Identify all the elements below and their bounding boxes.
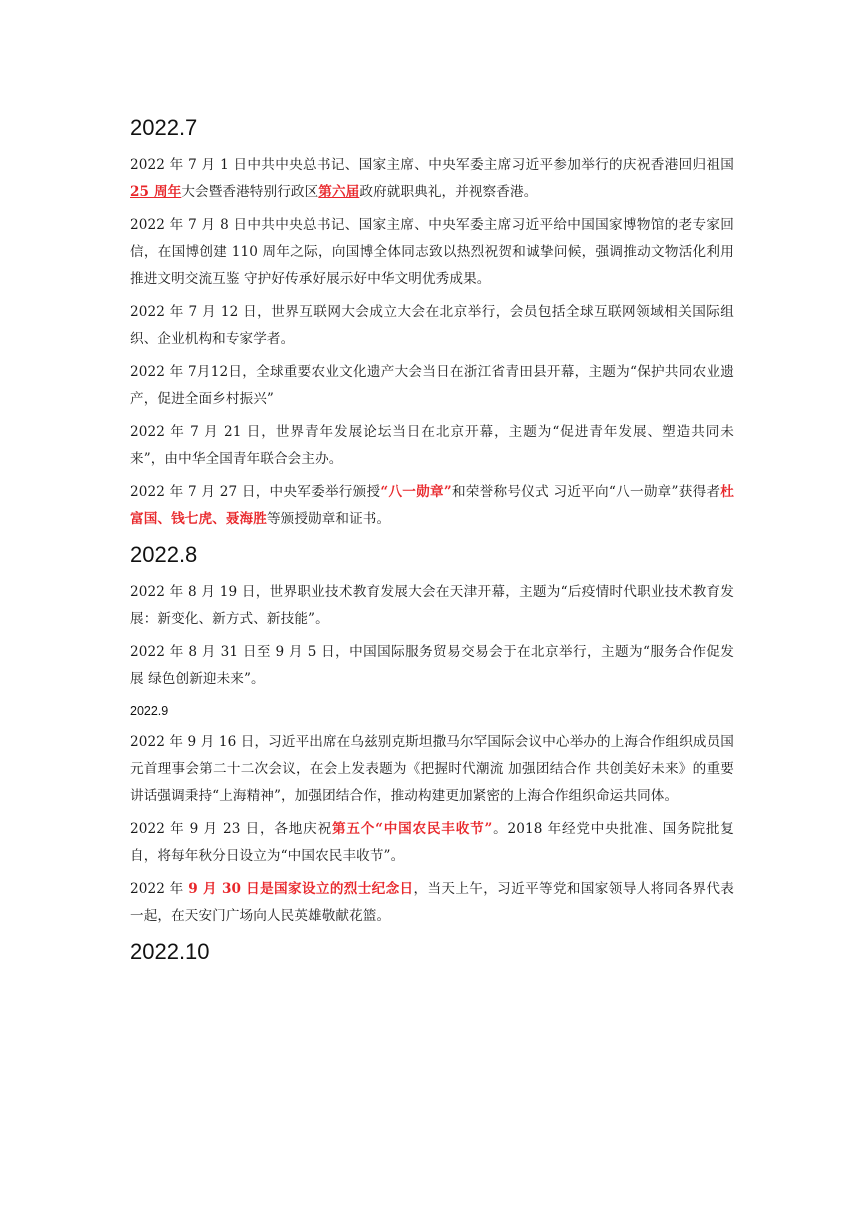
paragraph-text: 2022 年 7 月 8 日中共中央总书记、国家主席、中央军委主席习近平给中国国家博物馆的老专家回信，在国博创建 110 周年之际，向国博全体同志致以热烈祝贺和诚挚问候，强调推动文物活化利用推进文明交流互鉴 守护好传承好展示好中华文明优秀成果。 [130,217,734,287]
event-paragraph [130,479,734,533]
section-heading: 2022.8 [130,542,198,567]
paragraph-text: 2022 年 [130,881,189,897]
event-paragraph [130,729,734,810]
paragraph-text: 2022 年 9 月 16 日，习近平出席在乌兹别克斯坦撒马尔罕国际会议中心举办的上海合作组织成员国元首理事会第二十二次会议，在会上发表题为《把握时代潮流 加强团结合作 共创美好未来》的重要讲话强调秉持“上海精神”，加强团结合作，推动构建更加紧密的上海合作组织命运共同体。 [130,734,734,804]
highlighted-underlined-text: 第六届 [318,184,360,200]
highlighted-text: 杜富国、钱七虎、聂海胜 [130,484,734,527]
event-paragraph [130,299,734,353]
paragraph-text: 2022 年 7 月 1 日中共中央总书记、国家主席、中央军委主席习近平参加举行的庆祝香港回归祖国 [130,157,734,173]
paragraph-text: 2022 年 8 月 19 日，世界职业技术教育发展大会在天津开幕，主题为“后疫情时代职业技术教育发展：新变化、新方式、新技能”。 [130,584,734,627]
document-body [130,112,734,976]
paragraph-text: 2022 年 7 月 12 日，世界互联网大会成立大会在北京举行，会员包括全球互联网领域相关国际组织、企业机构和专家学者。 [130,304,734,347]
paragraph-text: 2022 年 7 月 27 日，中央军委举行颁授 [130,484,381,500]
section-heading: 2022.9 [130,704,169,718]
highlighted-text: 第五个“中国农民丰收节” [331,821,493,837]
section-heading: 2022.7 [130,115,198,140]
paragraph-text: 等颁授勋章和证书。 [266,511,391,527]
paragraph-text: 和荣誉称号仪式 习近平向“八一勋章”获得者 [451,484,721,500]
event-paragraph [130,876,734,930]
event-paragraph [130,816,734,870]
paragraph-text: 2022 年 8 月 31 日至 9 月 5 日，中国国际服务贸易交易会于在北京举行，主题为“服务合作促发展 绿色创新迎未来”。 [130,644,734,687]
paragraph-text: 大会暨香港特别行政区 [181,184,319,200]
event-paragraph [130,359,734,413]
paragraph-text: ，当天上午，习近平等党和国家领导人将同各界代表一起，在天安门广场向人民英雄敬献花篮。 [130,881,734,924]
paragraph-text: 。2018 年经党中央批准、国务院批复自，将每年秋分日设立为“中国农民丰收节”。 [130,821,734,864]
highlighted-underlined-text: 25 周年 [130,184,182,200]
highlighted-text: 9 月 30 日是国家设立的烈士纪念日 [188,881,414,897]
paragraph-text: 2022 年 7月12日，全球重要农业文化遗产大会当日在浙江省青田县开幕，主题为“保护共同农业遗产，促进全面乡村振兴” [130,364,734,407]
event-paragraph [130,639,734,693]
highlighted-text: “八一勋章” [380,484,452,500]
paragraph-text: 2022 年 9 月 23 日，各地庆祝 [130,821,332,837]
event-paragraph [130,152,734,206]
section-heading: 2022.10 [130,939,210,964]
event-paragraph [130,419,734,473]
paragraph-text: 政府就职典礼，并视察香港。 [359,184,538,200]
event-paragraph [130,579,734,633]
paragraph-text: 2022 年 7 月 21 日，世界青年发展论坛当日在北京开幕，主题为“促进青年发展、塑造共同未来”，由中华全国青年联合会主办。 [130,424,734,467]
event-paragraph [130,212,734,293]
